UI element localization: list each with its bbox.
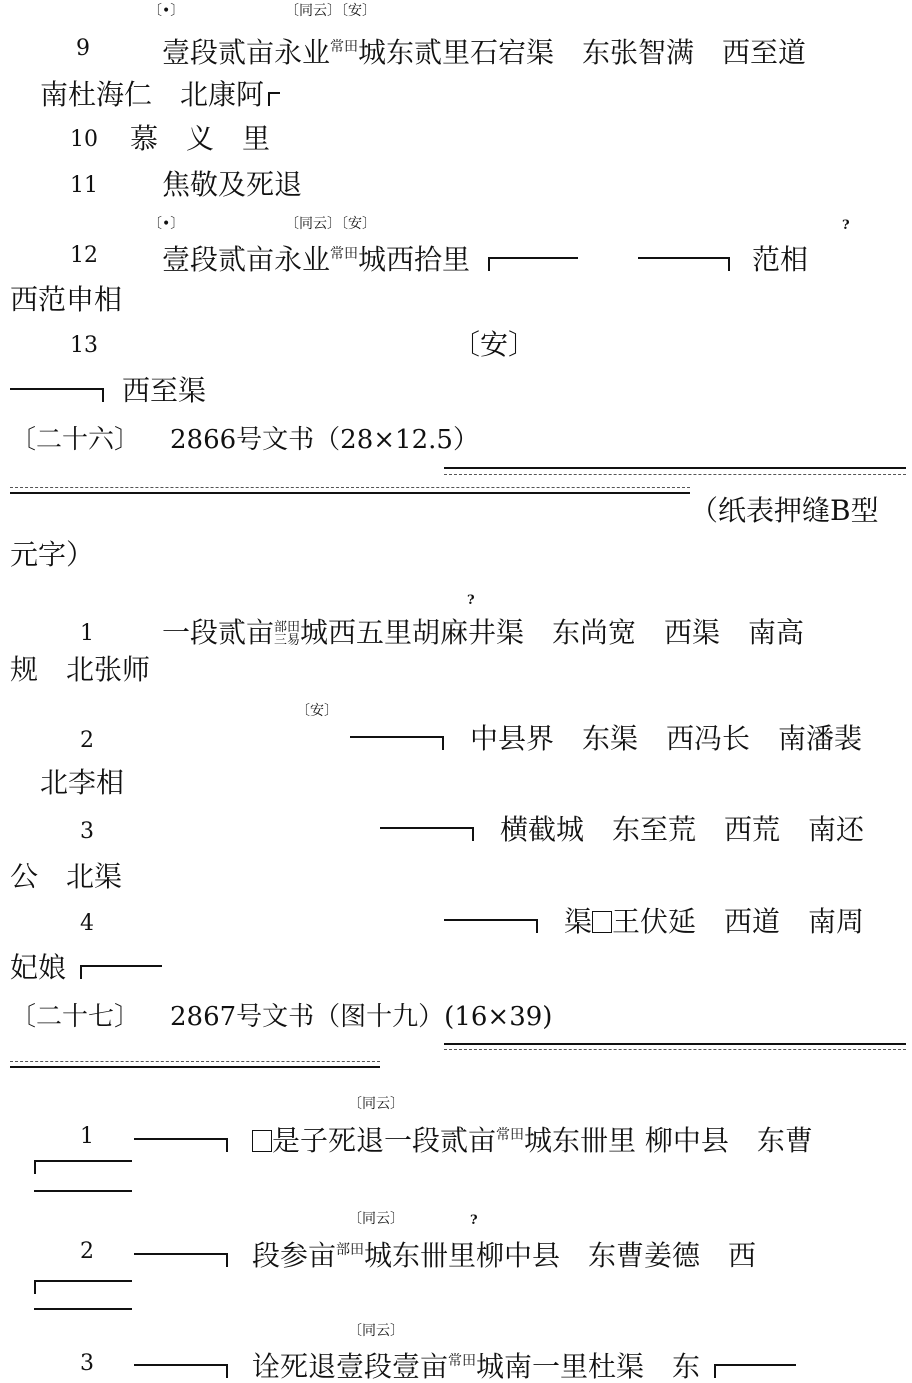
annotation-tongyun: 〔同云〕 [348,1211,404,1227]
document-line [162,239,808,275]
land-type-note: 常田 [496,1127,525,1143]
lacuna-bracket [80,965,162,979]
document-line: 北李相 [40,766,125,799]
line-text: 城东贰里石宕渠 东张智满 西至道 [358,36,807,69]
lacuna-edge [34,1190,132,1192]
missing-character-box [252,1130,272,1152]
document-line [162,618,804,648]
document-line [134,1235,756,1271]
line-text: 横截城 东至荒 西荒 南还 [500,813,865,846]
fragment-edge-line [444,1043,906,1045]
line-text: 一段贰亩 [162,616,275,649]
line-number: 3 [80,819,94,844]
line-text: 西至渠 [122,374,207,407]
line-number: 13 [70,333,98,358]
land-type-note: 部田 三易 [274,620,301,648]
line-number: 3 [80,1351,94,1376]
fragment-edge-line [444,1049,906,1050]
line-text: 城东卌里 柳中县 东曹 [524,1124,813,1157]
document-line [134,1120,813,1156]
fragment-edge-line [10,492,690,494]
lacuna-bracket [638,257,730,271]
line-text: 中县界 东渠 西冯长 南潘裴 [470,722,863,755]
uncertain-mark: ? [467,593,475,608]
heading-title: 2866号文书（28×12.5） [170,425,479,455]
lacuna-bracket [134,1138,228,1152]
line-text: 城西拾里 [358,243,471,276]
annotation-tongyun-an: 〔同云〕〔安〕 [285,3,376,19]
land-type-note: 部田 [336,1242,365,1258]
lacuna-bracket [488,257,578,271]
document-line [40,80,280,110]
line-text: 壹段贰亩永业 [162,243,331,276]
land-type-note: 常田 [330,246,359,262]
document-line: 焦敬及死退 [162,168,303,201]
lacuna-edge [34,1308,132,1310]
document-heading [10,425,479,455]
land-type-note: 常田 [330,39,359,55]
fragment-edge-line [10,1061,380,1062]
annotation-dot: 〔•〕 [148,216,185,232]
line-text: 城东卌里柳中县 东曹姜德 西 [364,1239,757,1272]
land-type-note: 常田 [448,1353,477,1369]
line-text: 渠 [564,905,593,938]
document-heading [10,1002,552,1032]
fragment-edge-line [444,467,906,469]
line-text: 段参亩 [252,1239,337,1272]
annotation-dot: 〔•〕 [148,3,185,19]
line-text: 城西五里胡麻井渠 东尚宽 西渠 南高 [300,616,805,649]
lacuna-bracket [34,1160,132,1174]
annotation-an: 〔安〕 [296,703,338,719]
lacuna-bracket [10,388,104,402]
seam-note: （纸表押缝B型 [690,494,879,527]
line-text: 范相 [752,243,809,276]
document-line [162,32,806,68]
uncertain-mark: ? [470,1213,478,1228]
line-text: 城南一里杜渠 东 [476,1350,701,1383]
line-number: 9 [76,36,90,61]
line-number: 1 [80,1124,94,1149]
document-line [10,953,162,983]
line-text: 壹段贰亩永业 [162,36,331,69]
line-text: 是子死退一段贰亩 [272,1124,497,1157]
document-line: 西范申相 [10,283,123,316]
uncertain-mark: ? [842,218,850,233]
section-title: 慕 义 里 [130,122,271,155]
heading-number: 〔二十六〕 [10,425,141,455]
heading-title: 2867号文书（图十九）(16×39) [170,1002,553,1032]
line-number: 11 [70,173,98,198]
document-line [350,724,862,754]
lacuna-bracket [268,92,280,106]
lacuna-bracket [134,1364,228,1378]
missing-character-box [592,911,612,933]
line-number: 12 [70,243,98,268]
line-text: 诠死退壹段壹亩 [252,1350,449,1383]
lacuna-bracket [34,1280,132,1294]
line-number: 2 [80,1239,94,1264]
document-line [10,376,206,406]
line-number: 10 [70,127,98,152]
lacuna-bracket [350,736,444,750]
line-number: 1 [80,621,94,646]
annotation-tongyun: 〔同云〕 [348,1096,404,1112]
lacuna-bracket [444,919,538,933]
lacuna-bracket [134,1253,228,1267]
line-number: 4 [80,911,94,936]
line-text: 南杜海仁 北康阿 [40,78,265,111]
document-line: 规 北张师 [10,653,151,686]
document-line [444,907,864,937]
annotation-an: 〔安〕 [452,328,537,361]
annotation-tongyun-an: 〔同云〕〔安〕 [285,216,376,232]
document-line: 公 北渠 [10,860,123,893]
annotation-tongyun: 〔同云〕 [348,1323,404,1339]
lacuna-bracket [380,827,474,841]
lacuna-bracket [714,1364,796,1378]
line-text: 妃娘 [10,951,67,984]
heading-number: 〔二十七〕 [10,1002,141,1032]
document-line [380,815,864,845]
line-text: 王伏延 西道 南周 [612,905,865,938]
fragment-edge-line [10,1066,380,1068]
fragment-edge-line [444,474,906,475]
seam-note: 元字） [10,538,95,571]
fragment-edge-line [10,487,690,488]
document-line [134,1346,796,1382]
line-number: 2 [80,728,94,753]
